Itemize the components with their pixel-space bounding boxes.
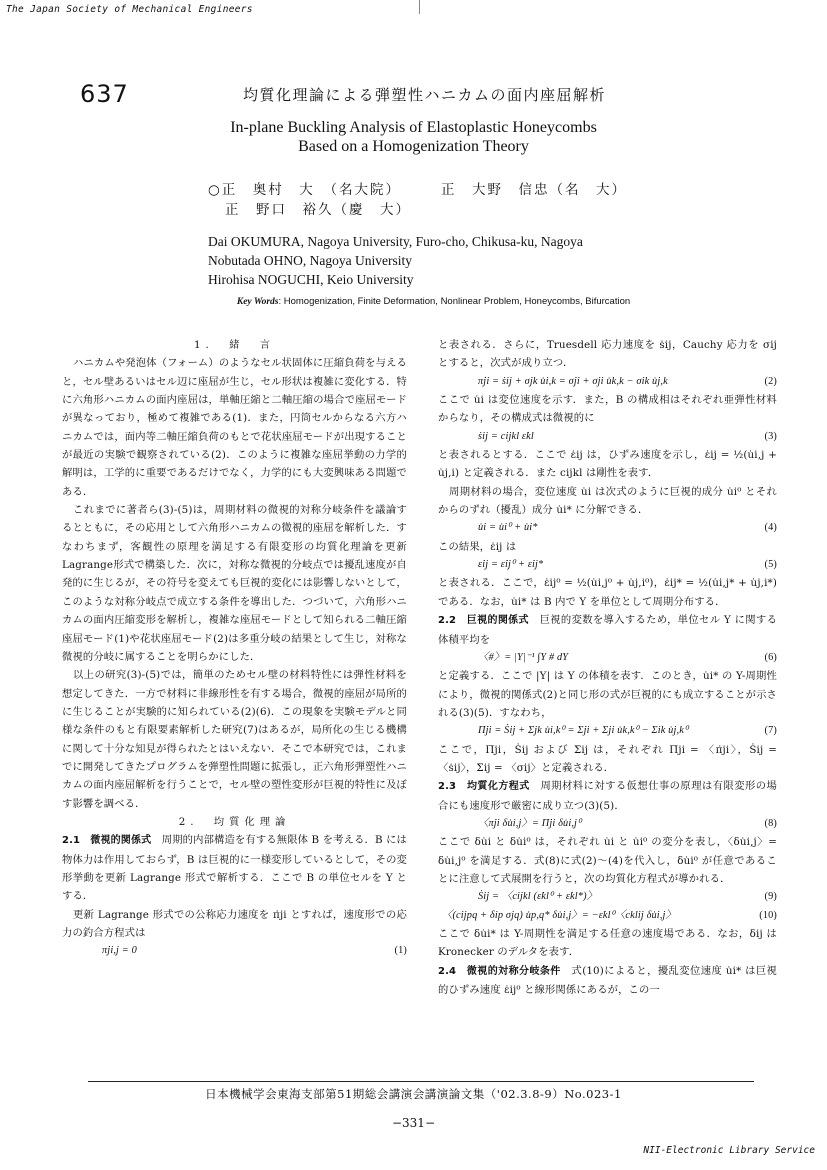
paragraph: と表される．さらに，Truesdell 応力速度を ṡij，Cauchy 応力を σij とすると，次式が成り立つ． [438,339,777,370]
paragraph: ハニカムや発泡体（フォーム）のようなセル状固体に圧縮負荷を与えると，セル壁あるいはセル辺に座屈が生じ，セル形状は複雑に変化する．特に六角形ハニカムの面内座屈は，単軸圧縮と二軸圧縮の場合で座屈モードが異なっており，極めて複雑である(1)．また，円筒セルからなる六方ハニカムでは，面内等二軸圧縮負荷のもとで花状座屈モードが出現することが最近の実験で観察されている(2)．このように複雑な座屈挙動の力学的解明は，工学的に重要であるだけでなく，力学的にも大変興味ある問題である． [62,357,407,498]
section-1-heading: 1. 緒 言 [193,339,275,351]
paragraph: 周期材料に対する仮想仕事の原理は有限変形の場合にも速度形で厳密に成り立つ(3)(5)． [438,780,777,812]
equation-8: 〈π̇ji δu̇i,j〉= Π̇ji δu̇i,j⁰ (8) [478,817,777,829]
paragraph: 式(10)によると，擾乱変位速度 u̇i* は巨視的ひずみ速度 ε̇ij⁰ と線形関係にあるが，この一 [438,964,778,997]
paragraph: ここで u̇i は変位速度を示す．また，B の構成相はそれぞれ亜弾性材料からなり，その構成式は微視的に [438,394,777,425]
equation-5: ε̇ij = ε̇ij⁰ + ε̇ij* (5) [478,559,777,571]
subsection-heading: 2.2 巨視的関係式 [438,615,529,627]
keywords-text: : Homogenization, Finite Deformation, Nonlinear Problem, Honeycombs, Bifurcation [278,296,631,307]
paragraph: と表されるとする．ここで ε̇ij は，ひずみ速度を示し，ε̇ij = ½(u̇i,j + u̇j,i) と定義される．また cijkl は剛性を表す． [438,449,777,480]
authors-line1b: 正 大野 信忠（名 大） [441,182,627,198]
header-divider [419,0,420,14]
authors-line2: 正 野口 裕久（慶 大） [225,202,411,218]
paragraph: ここで δu̇i と δu̇i⁰ は，それぞれ u̇i と u̇i⁰ の変分を表し，〈δu̇i,j〉= δu̇i,j⁰ を満足する．式(8)に式(2)〜(4)を代入し，δu̇i⁰ が任意であることに注意して式展開を行うと，次の均質化方程式が導かれる． [438,836,777,885]
keywords [0,296,827,307]
paragraph: 更新 Lagrange 形式での公称応力速度を π̇ji とすれば，速度形での応力の釣合方程式は [62,908,407,939]
title-english-line1: In-plane Buckling Analysis of Elastoplastic Honeycombs [230,119,597,136]
equation-9: Ṡij = 〈cijkl (ε̇kl⁰ + ε̇kl*)〉 (9) [478,891,777,903]
equation-6: 〈#〉= |Y|⁻¹ ∫Y # dY (6) [478,651,777,663]
paragraph: と定義する．ここで |Y| は Y の体積を表す．このとき，u̇i* の Y-周期性により，微視的関係式(2)と同じ形の式が巨視的にも成立することが示される(3)(5)．すなわち， [438,670,777,719]
affiliation-1: Dai OKUMURA, Nagoya University, Furo-cho, Chikusa-ku, Nagoya [208,234,583,249]
paragraph: 周期的内部構造を有する無限体 B を考える．B には物体力は作用しておらず，B は巨視的に一様変形しているとして，その変形挙動を更新 Lagrange 形式で解析する．ここで B の単位セルを Y とする． [62,834,408,903]
paragraph: 巨視的変数を導入するため，単位セル Y に関する体積平均を [438,614,778,646]
affiliation-3: Hirohisa NOGUCHI, Keio University [208,272,414,287]
paragraph: 以上の研究(3)-(5)では，簡単のためセル壁の材料特性には弾性材料を想定してきた．一方で材料に非線形性を有する場合，微視的座屈が局所的に生じることが実験的に知られている(2)(6)．この現象を実験モデルと同様な条件のもと有限要素解析した研究(7)はあるが，局所化の生じる機構に関して十分な知見が得られたとはいえない．そこで本研究では，これまでに開発してきたプログラムを弾塑性問題に拡張し，正六角形弾塑性ハニカムの面内座屈解析を行うことで，セル壁の塑性変形が巨視的特性に及ぼす影響を調べる． [62,669,407,810]
subsection-heading: 2.4 微視的対称分岐条件 [438,965,561,977]
equation-10: 〈(cijpq + δip σjq) u̇p,q* δu̇i,j〉= −ε̇kl⁰〈cklij δu̇i,j〉 (10) [442,909,777,921]
affiliation-2: Nobutada OHNO, Nagoya University [208,253,412,268]
equation-4: u̇i = u̇i⁰ + u̇i* (4) [478,522,777,534]
footer-divider [88,1081,754,1082]
equation-7: Π̇ji = Ṡij + Σjk u̇i,k⁰ = Σ̇ji + Σji u̇k,k⁰ − Σik u̇j,k⁰ (7) [478,725,777,737]
keywords-label: Key Words [236,297,279,307]
nii-footer: NII-Electronic Library Service [643,1145,815,1156]
subsection-heading: 2.3 均質化方程式 [438,781,530,793]
paragraph: ここで δu̇i* は Y-周期性を満足する任意の速度場である．なお，δij は Kronecker のデルタを表す． [438,928,777,959]
paragraph: ここで，Π̇ji，Ṡij および Σij は，それぞれ Π̇ji = 〈π̇ji〉，Ṡij = 〈ṡij〉，Σij = 〈σij〉と定義される． [438,743,777,774]
right-column [438,336,777,999]
title-japanese: 均質化理論による弾塑性ハニカムの面内座屈解析 [242,86,606,104]
section-2-heading: 2. 均質化理論 [178,815,291,828]
equation-2: π̇ji = ṡij + σjk u̇i,k = σ̇ji + σji u̇k,k − σik u̇j,k (2) [478,375,777,387]
authors-line1a: ○正 奥村 大 （名大院） [208,182,402,198]
proceedings-footer: 日本機械学会東海支部第51期総会講演会講演論文集（'02.3.8-9）No.023-1 [205,1087,622,1101]
paragraph: と表される．ここで，ε̇ij⁰ = ½(u̇i,j⁰ + u̇j,i⁰)，ε̇ij* = ½(u̇i,j* + u̇j,i*) である．なお，u̇i* は B 内で Y を単位として周期分布する． [438,577,777,608]
paper-number: 637 [80,80,129,108]
paragraph: これまでに著者ら(3)-(5)は，周期材料の微視的対称分岐条件を議論するとともに，その応用として六角形ハニカムの微視的座屈を解析した．すなわちまず，客観性の原理を満足する有限変形の均質化理論を更新Lagrange形式で構築した．次に，対称な微視的分岐点では擾乱速度が自発的に生じるが，その符号を変えても巨視的変化には影響しないとして，このような対称分岐点で成立する条件を導出した．つづいて，六角形ハニカムの面内圧縮変形を解析し，複雑な座屈モードとして知られる二軸圧縮座屈モード(1)や花状座屈モード(2)は多重分岐の結果として生じ，対称な微視的分岐に属することを明らかにした． [62,504,407,663]
paragraph: この結果，ε̇ij は [438,540,517,553]
subsection-heading: 2.1 微視的関係式 [62,835,152,847]
page-number: −331− [391,1116,435,1130]
society-header: The Japan Society of Mechanical Engineers [6,4,253,15]
title-english-line2: Based on a Homogenization Theory [298,138,529,155]
equation-1: π̇ji,j = 0 (1) [102,945,407,957]
paragraph: 周期材料の場合，変位速度 u̇i は次式のように巨視的成分 u̇i⁰ とそれからのずれ（擾乱）成分 u̇i* に分解できる． [438,485,777,517]
equation-3: ṡij = cijkl ε̇kl (3) [478,430,777,442]
left-column [62,336,407,961]
